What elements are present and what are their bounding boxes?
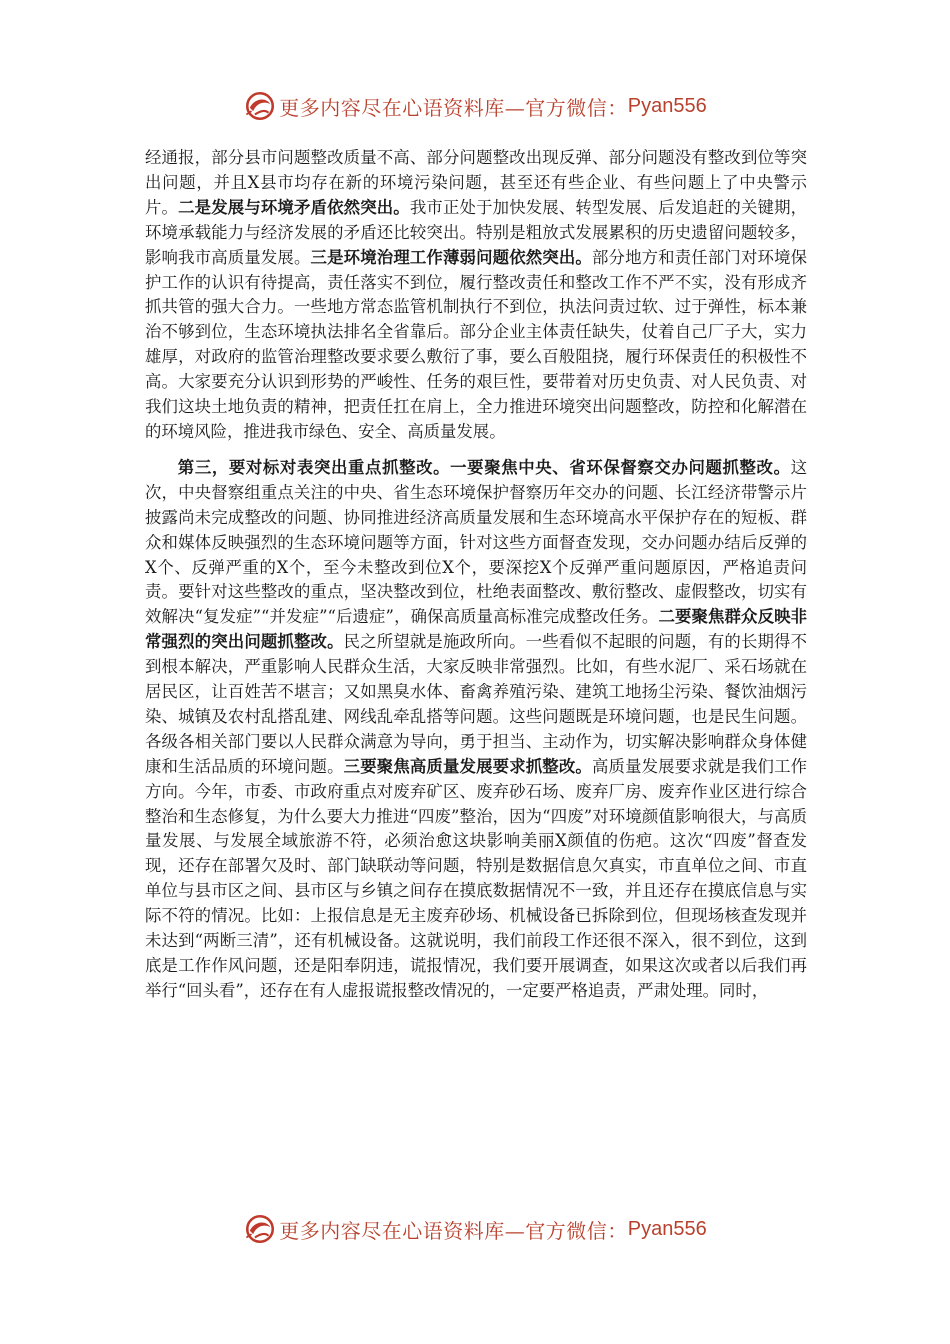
- paragraph: [145, 146, 807, 445]
- paragraph: [145, 456, 807, 1004]
- banner-wechat-id: Pyan556: [627, 1217, 707, 1240]
- swirl-logo-icon: [243, 89, 277, 123]
- document-body: [145, 146, 807, 1004]
- body-text: 高质量发展要求就是我们工作方向。今年，市委、市政府重点对废弃矿区、废弃砂石场、废弃厂房、废弃作业区进行综合整治和生态修复，为什么要大力推进“四废”整治，因为“四废”对环境颜值影响很大，与高质量发展、与发展全域旅游不符，必须治愈这块影响美丽X颜值的伤疤。这次“四废”督查发现，还存在部署欠及时、部门缺联动等问题，特别是数据信息欠真实，市直单位之间、市直单位与县市区之间、县市区与乡镇之间存在摸底数据情况不一致，并且还存在摸底信息与实际不符的情况。比如：上报信息是无主废弃砂场、机械设备已拆除到位，但现场核查发现并未达到“两断三清”，还有机械设备。这就说明，我们前段工作还很不深入，很不到位，这到底是工作作风问题，还是阳奉阴违，谎报情况，我们要开展调查，如果这次或者以后我们再举行“回头看”，还存在有人虚报谎报整改情况的，一定要严格追责，严肃处理。同时，: [145, 756, 808, 1000]
- body-text: 我市正处于加快发展、转型发展、后发追赶的关键期，环境承载能力与经济发展的矛盾还比较突出。特别是粗放式发展累积的历史遗留问题较多，影响我市高质量发展。: [145, 197, 808, 267]
- footer-banner: [0, 1209, 950, 1249]
- banner-text: 更多内容尽在心语资料库—官方微信：: [279, 95, 628, 120]
- banner-wechat-id: Pyan556: [627, 94, 707, 117]
- body-text: 部分地方和责任部门对环境保护工作的认识有待提高，责任落实不到位，履行整改责任和整改工作不严不实，没有形成齐抓共管的强大合力。一些地方常态监管机制执行不到位，执法问责过软、过于弹性，标本兼治不够到位，生态环境执法排名全省靠后。部分企业主体责任缺失，仗着自己厂子大，实力雄厚，对政府的监管治理整改要求要么敷衍了事，要么百般阻挠，履行环保责任的积极性不高。大家要充分认识到形势的严峻性、任务的艰巨性，要带着对历史负责、对人民负责、对我们这块土地负责的精神，把责任扛在肩上，全力推进环境突出问题整改，防控和化解潜在的环境风险，推进我市绿色、安全、高质量发展。: [145, 247, 808, 441]
- bold-heading-text: 二是发展与环境矛盾依然突出。: [178, 197, 410, 217]
- header-banner: [0, 86, 950, 126]
- bold-heading-text: 三要聚焦高质量发展要求抓整改。: [343, 756, 592, 776]
- bold-heading-text: 三是环境治理工作薄弱问题依然突出。: [310, 247, 592, 267]
- body-text: 经通报，部分县市问题整改质量不高、部分问题整改出现反弹、部分问题没有整改到位等突出问题，并且X县市均存在新的环境污染问题，甚至还有些企业、有些问题上了中央警示片。: [145, 148, 807, 217]
- bold-heading-text: 二要聚焦群众反映非常强烈的突出问题抓整改。: [145, 607, 808, 652]
- body-text: 民之所望就是施政所向。一些看似不起眼的问题，有的长期得不到根本解决，严重影响人民群众生活，大家反映非常强烈。比如，有些水泥厂、采石场就在居民区，让百姓苦不堪言；又如黑臭水体、畜禽养殖污染、建筑工地扬尘污染、餐饮油烟污染、城镇及农村乱搭乱建、网线乱牵乱搭等问题。这些问题既是环境问题，也是民生问题。各级各相关部门要以人民群众满意为导向，勇于担当、主动作为，切实解决影响群众身体健康和生活品质的环境问题。: [145, 632, 808, 776]
- bold-heading-text: 第三，要对标对表突出重点抓整改。一要聚焦中央、省环保督察交办问题抓整改。: [177, 457, 791, 477]
- banner-text: 更多内容尽在心语资料库—官方微信：: [279, 1218, 628, 1243]
- body-text: 这次，中央督察组重点关注的中央、省生态环境保护督察历年交办的问题、长江经济带警示片披露尚未完成整改的问题、协同推进经济高质量发展和生态环境高水平保护存在的短板、群众和媒体反映强烈的生态环境问题等方面，针对这些方面督查发现，交办问题办结后反弹的X个、反弹严重的X个，至今未整改到位X个，要深挖X个反弹严重问题原因，严格追责问责。要针对这些整改的重点，坚决整改到位，杜绝表面整改、敷衍整改、虚假整改，切实有效解决“复发症”“并发症”“后遗症”，确保高质量高标准完成整改任务。: [145, 457, 807, 627]
- swirl-logo-icon: [243, 1212, 277, 1246]
